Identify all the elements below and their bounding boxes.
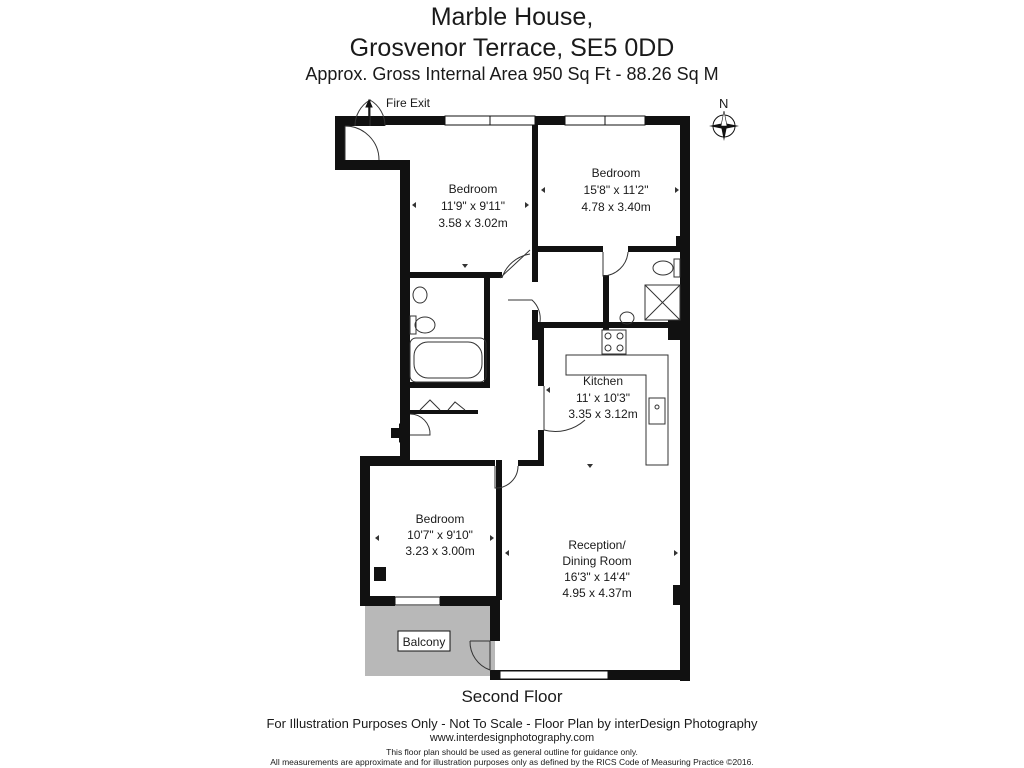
dimension-markers [375, 187, 679, 556]
room-bedroom-2 [581, 166, 650, 214]
room-name-line2: Dining Room [562, 554, 632, 568]
toilet [415, 317, 435, 333]
room-name: Reception/ [568, 538, 626, 552]
floor-name: Second Floor [461, 687, 563, 706]
room-name: Balcony [402, 635, 446, 649]
room-name: Bedroom [415, 512, 465, 526]
fixtures [410, 259, 680, 465]
sink [649, 398, 665, 424]
basin [413, 287, 427, 303]
fire-exit-label: Fire Exit [386, 96, 431, 110]
property-name: Marble House, [430, 3, 594, 31]
room-imperial: 11'9" x 9'11" [440, 199, 506, 213]
room-imperial: 15'8" x 11'2" [583, 183, 649, 197]
room-imperial: 11' x 10'3" [576, 391, 630, 405]
disclaimer: For Illustration Purposes Only - Not To Scale - Floor Plan by interDesign Photography [266, 716, 758, 731]
room-imperial: 10'7" x 9'10" [407, 528, 473, 542]
room-metric: 3.23 x 3.00m [405, 544, 475, 558]
measurement-note: All measurements are approximate and for illustration purposes only as defined by the RICS Code of Measuring Practice ©2016. [270, 757, 754, 767]
property-address: Grosvenor Terrace, SE5 0DD [349, 34, 675, 62]
room-name: Kitchen [582, 374, 624, 388]
room-reception [562, 538, 631, 600]
room-bedroom-1 [438, 182, 507, 230]
room-kitchen [568, 374, 637, 421]
room-metric: 3.35 x 3.12m [568, 407, 638, 421]
north-label: N [719, 96, 729, 111]
room-name: Bedroom [448, 182, 498, 196]
room-metric: 3.58 x 3.02m [438, 216, 508, 230]
room-balcony [398, 631, 450, 651]
room-bedroom-3 [405, 512, 474, 558]
ensuite-toilet [653, 261, 673, 275]
bathtub [410, 338, 486, 382]
room-metric: 4.95 x 4.37m [562, 586, 632, 600]
compass-icon [709, 111, 739, 141]
room-metric: 4.78 x 3.40m [581, 200, 651, 214]
room-name: Bedroom [591, 166, 641, 180]
room-imperial: 16'3" x 14'4" [564, 570, 630, 584]
gross-internal-area: Approx. Gross Internal Area 950 Sq Ft - 88.26 Sq M [305, 64, 719, 84]
website-link[interactable]: www.interdesignphotography.com [429, 732, 595, 744]
guidance-note: This floor plan should be used as general outline for guidance only. [386, 747, 638, 757]
